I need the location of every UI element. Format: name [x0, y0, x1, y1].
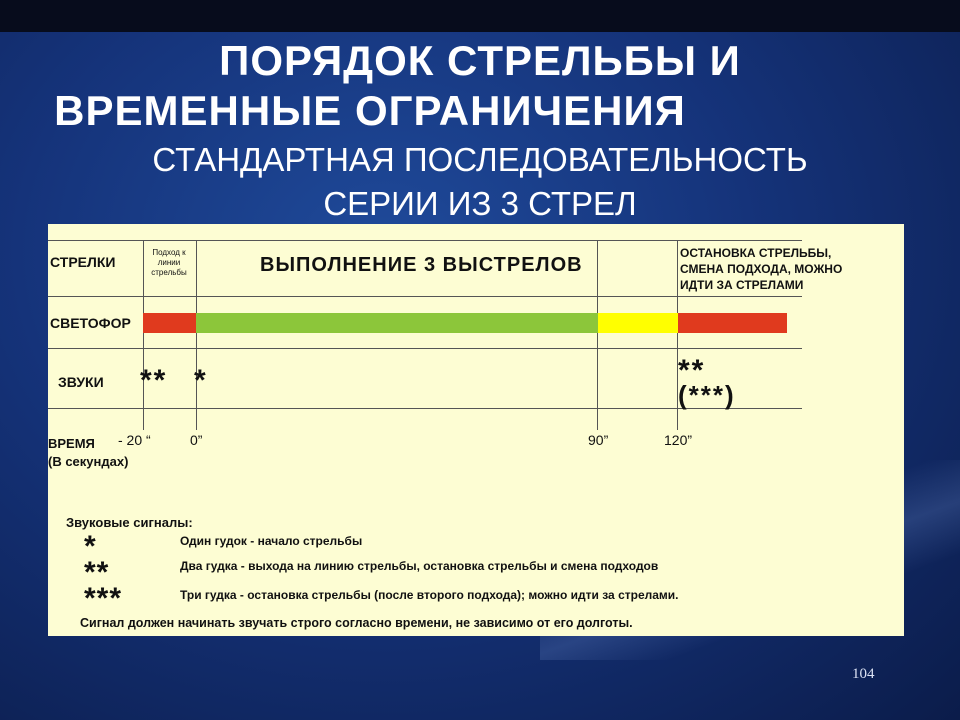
- page-number: 104: [852, 666, 875, 682]
- legend-heading: Звуковые сигналы:: [66, 515, 193, 530]
- legend-text-2: Два гудка - выхода на линию стрельбы, остановка стрельбы и смена подходов: [180, 559, 659, 573]
- row-label-time-unit: (В секундах): [48, 454, 129, 469]
- vline-90: [597, 240, 598, 430]
- legend-text-3: Три гудка - остановка стрельбы (после второго подхода); можно идти за стрелами.: [180, 588, 679, 602]
- light-segment-green: [196, 313, 598, 333]
- vline-zero: [196, 240, 197, 430]
- sound-single-zero: *: [194, 364, 208, 397]
- grid-line-light: [48, 348, 802, 349]
- stop-text-line2: СМЕНА ПОДХОДА, МОЖНО: [680, 262, 843, 276]
- shooting-text: ВЫПОЛНЕНИЕ 3 ВЫСТРЕЛОВ: [260, 254, 583, 276]
- row-label-archers: СТРЕЛКИ: [50, 254, 116, 270]
- light-segment-red-approach: [143, 313, 196, 333]
- legend-footer: Сигнал должен начинать звучать строго согласно времени, не зависимо от его долготы.: [80, 616, 633, 630]
- slide-title-line2: ВРЕМЕННЫЕ ОГРАНИЧЕНИЯ: [54, 87, 686, 134]
- light-segment-yellow: [598, 313, 678, 333]
- stop-text-line1: ОСТАНОВКА СТРЕЛЬБЫ,: [680, 246, 832, 260]
- sound-triple-end: (***): [678, 380, 736, 410]
- grid-line-archers: [48, 296, 802, 297]
- stop-text-line3: ИДТИ ЗА СТРЕЛАМИ: [680, 278, 804, 292]
- legend-text-1: Один гудок - начало стрельбы: [180, 534, 363, 548]
- row-label-sounds: ЗВУКИ: [58, 374, 104, 390]
- top-band: [0, 0, 960, 32]
- approach-text: Подход к линии стрельбы: [151, 248, 187, 277]
- tick-90: 90”: [588, 432, 609, 448]
- tick-minus20: - 20 “: [118, 432, 151, 448]
- grid-line-top: [48, 240, 802, 241]
- timeline-panel: [48, 224, 904, 636]
- row-label-light: СВЕТОФОР: [50, 315, 131, 331]
- legend-stars-2: **: [84, 556, 110, 589]
- legend-stars-3: ***: [84, 582, 123, 615]
- slide-subtitle-line2: СЕРИИ ИЗ 3 СТРЕЛ: [323, 185, 637, 222]
- slide-title-line1: ПОРЯДОК СТРЕЛЬБЫ И: [219, 37, 741, 84]
- tick-120: 120”: [664, 432, 693, 448]
- slide-subtitle-line1: СТАНДАРТНАЯ ПОСЛЕДОВАТЕЛЬНОСТЬ: [152, 141, 808, 178]
- legend-stars-1: *: [84, 530, 97, 563]
- sound-double-end: **: [678, 354, 706, 387]
- row-label-time: ВРЕМЯ: [48, 436, 95, 451]
- light-segment-red-stop: [678, 313, 787, 333]
- sound-double-start: **: [140, 364, 168, 397]
- tick-zero: 0”: [190, 432, 203, 448]
